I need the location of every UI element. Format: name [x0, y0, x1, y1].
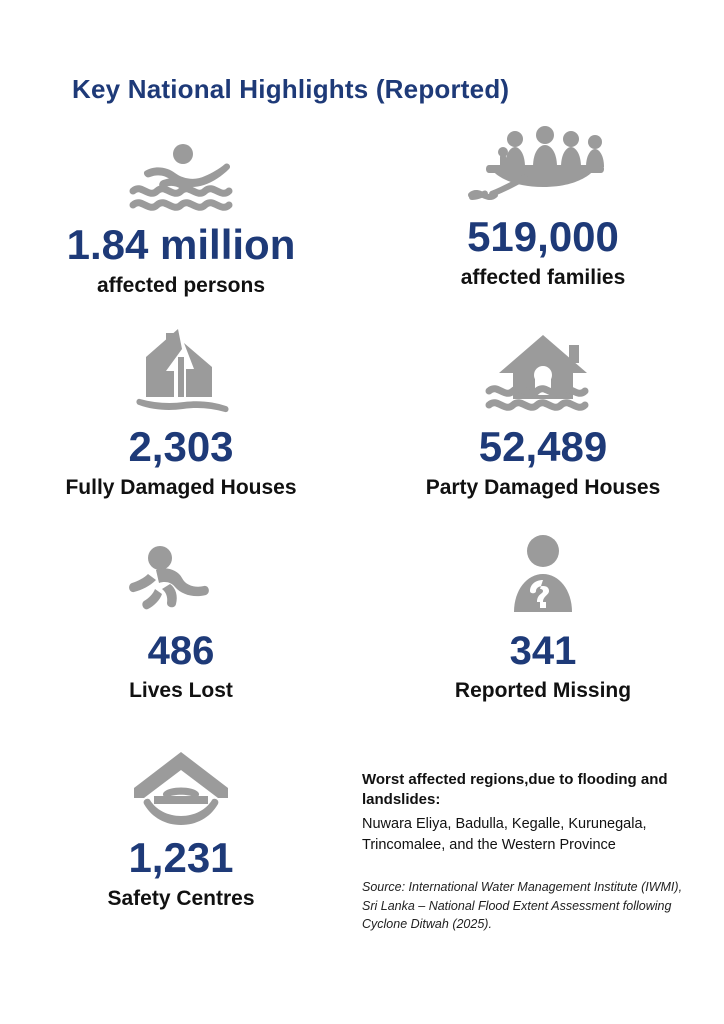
stat-card-affected-persons	[0, 125, 362, 299]
source-text: Source: International Water Management Institute (IWMI), Sri Lanka – National Flood Extent Assessment following Cyclone Ditwah (2025).	[362, 880, 683, 931]
stats-row	[0, 540, 724, 704]
stat-label: Lives Lost	[129, 678, 233, 702]
stat-card-affected-families	[362, 125, 724, 299]
stat-card-fully-damaged-houses	[0, 335, 362, 501]
person-question-mark-icon	[498, 540, 588, 620]
stat-value: 1.84 million	[66, 221, 296, 268]
note-heading: Worst affected regions,due to flooding and landslides:	[362, 770, 668, 809]
note-block	[362, 746, 724, 933]
stat-value: 1,231	[128, 833, 234, 881]
broken-house-icon	[116, 335, 246, 415]
stat-card-reported-missing	[362, 540, 724, 704]
note-body: Nuwara Eliya, Badulla, Kegalle, Kurunegala, Trincomalee, and the Western Province	[362, 816, 647, 854]
stat-label: Fully Damaged Houses	[65, 476, 297, 500]
stat-value: 519,000	[467, 213, 619, 260]
stat-label: Reported Missing	[454, 678, 632, 702]
shelter-hand-icon	[116, 746, 246, 826]
stats-grid	[0, 125, 724, 933]
stats-row	[0, 335, 724, 501]
page-title: Key National Highlights (Reported)	[72, 74, 510, 104]
bottom-section	[0, 746, 724, 933]
stat-card-lives-lost	[0, 540, 362, 704]
stat-label: Safety Centres	[107, 887, 255, 911]
stat-value: 2,303	[128, 423, 234, 471]
person-in-water-icon	[111, 133, 251, 213]
stats-row	[0, 125, 724, 299]
stat-label: Party Damaged Houses	[425, 476, 661, 500]
fallen-person-icon	[126, 540, 236, 620]
stat-card-safety-centres	[0, 746, 362, 933]
rescue-boat-icon	[453, 125, 633, 205]
stat-label: affected families	[460, 266, 626, 290]
stat-value: 486	[147, 628, 215, 673]
flooded-house-icon	[473, 335, 613, 415]
stat-value: 52,489	[478, 423, 608, 471]
stat-card-partly-damaged-houses	[362, 335, 724, 501]
stat-value: 341	[509, 628, 577, 673]
stat-label: affected persons	[96, 274, 266, 298]
